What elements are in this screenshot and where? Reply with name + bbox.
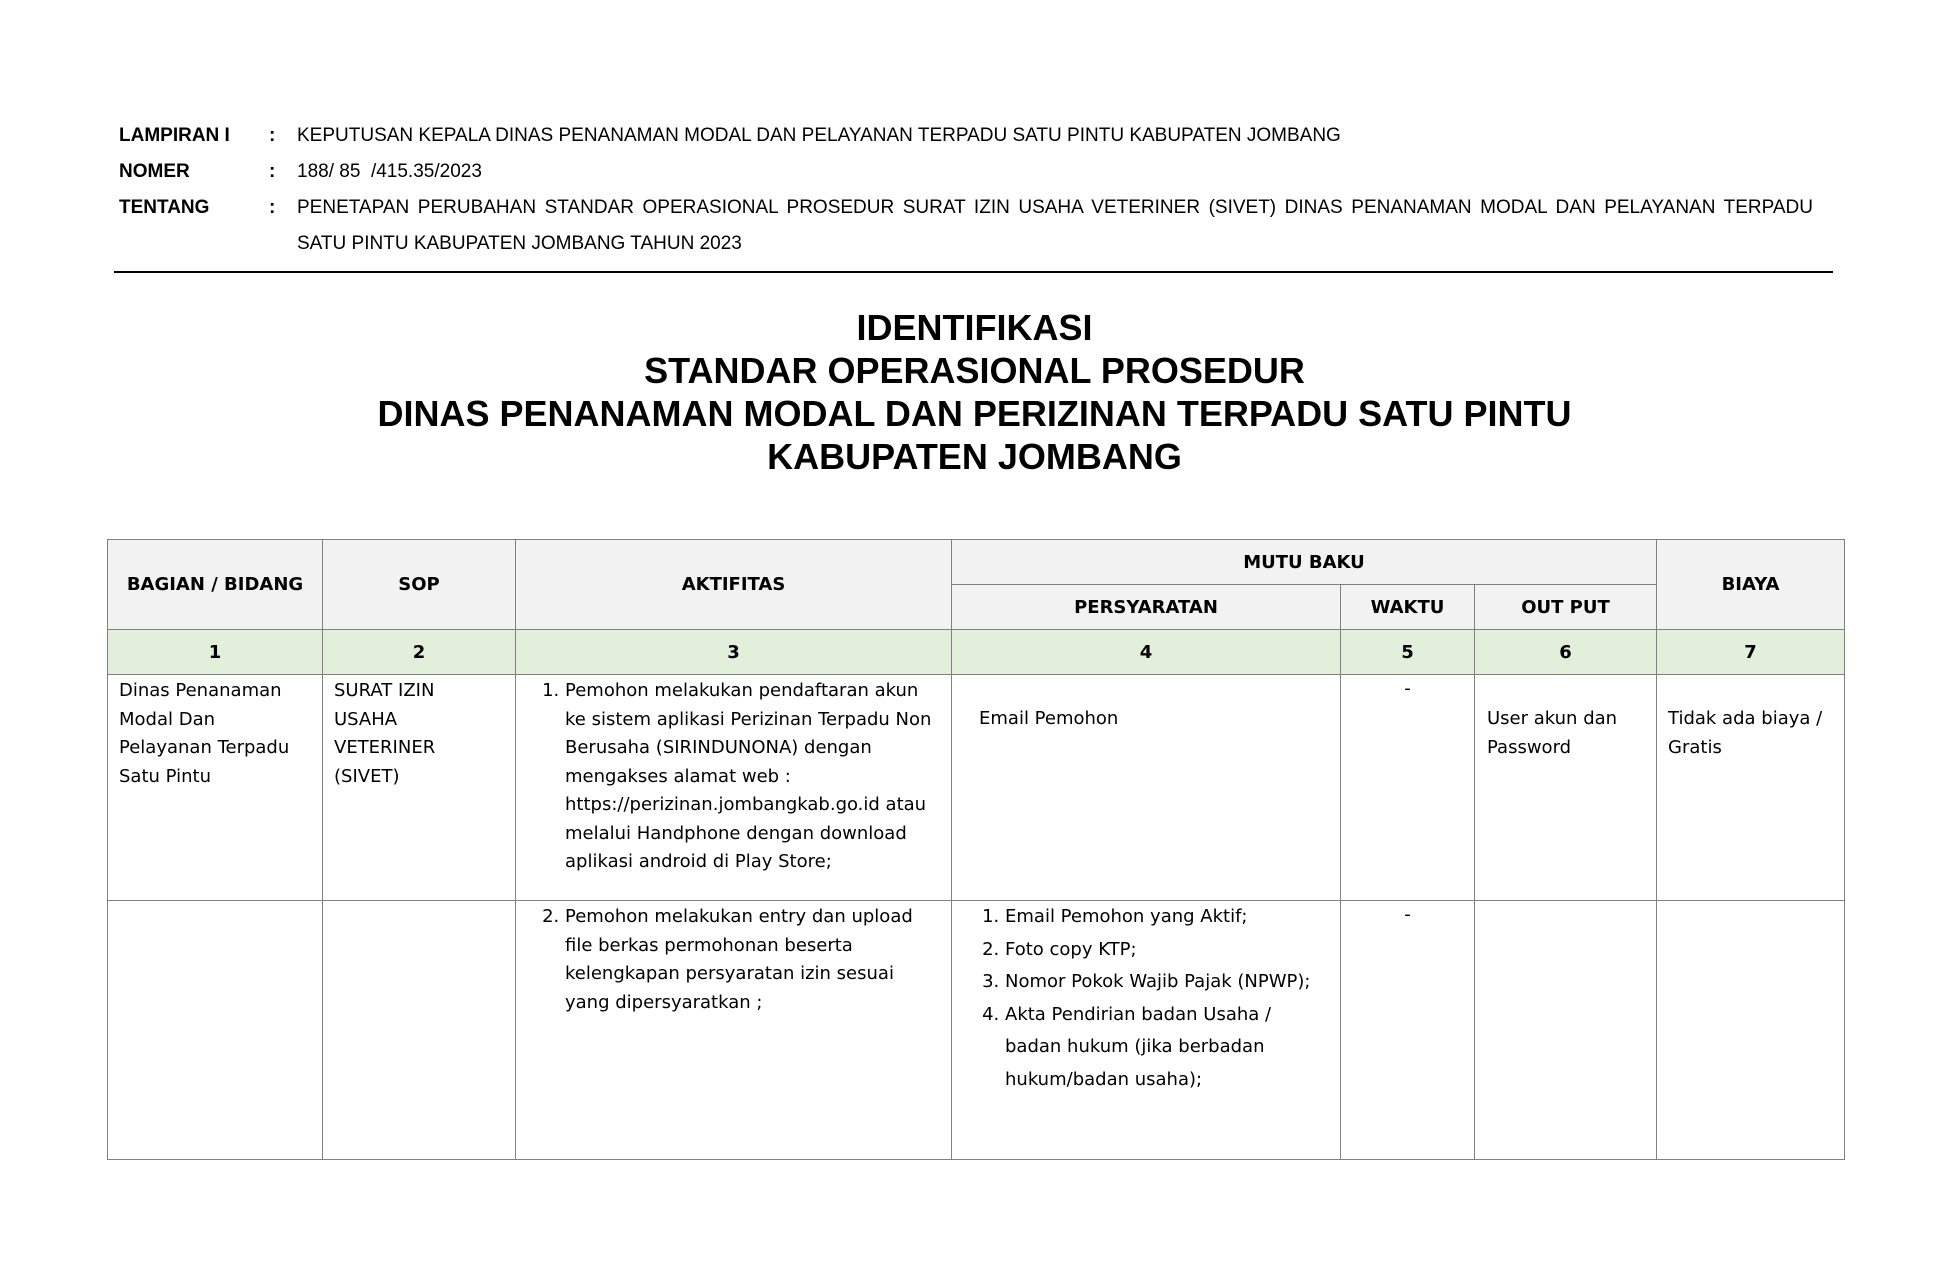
- header-persyaratan: PERSYARATAN: [952, 585, 1341, 630]
- column-number: 7: [1657, 630, 1845, 675]
- cell-biaya: [1657, 901, 1845, 1160]
- header-aktifitas: AKTIFITAS: [516, 540, 952, 630]
- header-waktu: WAKTU: [1341, 585, 1475, 630]
- cell-bagian: [108, 675, 323, 901]
- nomer-label: NOMER: [119, 161, 190, 182]
- tentang-row: [119, 190, 1813, 262]
- lampiran-row: [119, 118, 1813, 154]
- output-text: User akun dan Password: [1487, 708, 1618, 758]
- title-line-1: IDENTIFIKASI: [856, 307, 1093, 348]
- header-mutu-baku: MUTU BAKU: [952, 540, 1657, 585]
- aktifitas-item: 2. Pemohon melakukan entry dan upload file berkas permohonan beserta kelengkapan persyaratan izin sesuai yang dipersyaratkan ;: [565, 903, 943, 1017]
- cell-bagian: [108, 901, 323, 1160]
- persyaratan-item: 1. Email Pemohon yang Aktif;: [1005, 901, 1332, 934]
- table-header-row: [108, 540, 1845, 585]
- waktu-text: -: [1404, 678, 1411, 699]
- persyaratan-item: 3. Nomor Pokok Wajib Pajak (NPWP);: [1005, 966, 1332, 999]
- tentang-label: TENTANG: [119, 197, 210, 218]
- biaya-text: Tidak ada biaya / Gratis: [1668, 708, 1823, 758]
- persyaratan-item: 2. Foto copy KTP;: [1005, 934, 1332, 967]
- title-line-2: STANDAR OPERASIONAL PROSEDUR: [644, 350, 1305, 391]
- column-number: 6: [1475, 630, 1657, 675]
- column-number: 3: [516, 630, 952, 675]
- sop-table: [107, 539, 1845, 1160]
- sop-text: SURAT IZIN USAHA VETERINER (SIVET): [334, 680, 436, 787]
- cell-waktu: [1341, 675, 1475, 901]
- cell-persyaratan: [952, 675, 1341, 901]
- aktifitas-item: 1. Pemohon melakukan pendaftaran akun ke sistem aplikasi Perizinan Terpadu Non Berusaha (SIRINDUNONA) dengan mengakses alamat web : https://perizinan.jombangkab.go.id atau melalui Handphone dengan download aplikasi android di Play Store;: [565, 677, 943, 877]
- column-number-row: [108, 630, 1845, 675]
- column-number: 2: [323, 630, 516, 675]
- header-divider: [114, 271, 1833, 273]
- header-bagian: BAGIAN / BIDANG: [108, 540, 323, 630]
- header-sop: SOP: [323, 540, 516, 630]
- lampiran-value: KEPUTUSAN KEPALA DINAS PENANAMAN MODAL DAN PELAYANAN TERPADU SATU PINTU KABUPATEN JOMBANG: [297, 125, 1341, 146]
- table-row: [108, 675, 1845, 901]
- title-line-3: DINAS PENANAMAN MODAL DAN PERIZINAN TERPADU SATU PINTU: [377, 393, 1572, 434]
- column-number: 5: [1341, 630, 1475, 675]
- header-output: OUT PUT: [1475, 585, 1657, 630]
- document-title: [0, 306, 1949, 478]
- tentang-colon: :: [269, 197, 276, 218]
- cell-aktifitas: [516, 901, 952, 1160]
- column-number: 4: [952, 630, 1341, 675]
- waktu-text: -: [1404, 904, 1411, 925]
- nomer-row: [119, 154, 1813, 190]
- bagian-text: Dinas Penanaman Modal Dan Pelayanan Terpadu Satu Pintu: [119, 680, 290, 787]
- cell-waktu: [1341, 901, 1475, 1160]
- persyaratan-item: 4. Akta Pendirian badan Usaha / badan hukum (jika berbadan hukum/badan usaha);: [1005, 999, 1332, 1097]
- cell-aktifitas: [516, 675, 952, 901]
- cell-biaya: [1657, 675, 1845, 901]
- lampiran-colon: :: [269, 125, 276, 146]
- aktifitas-list: [516, 675, 951, 877]
- persyaratan-list: [952, 901, 1340, 1096]
- cell-output: [1475, 675, 1657, 901]
- nomer-colon: :: [269, 161, 276, 182]
- aktifitas-list: [516, 901, 951, 1017]
- table-row: [108, 901, 1845, 1160]
- cell-output: [1475, 901, 1657, 1160]
- nomer-value: 188/ 85 /415.35/2023: [297, 161, 482, 182]
- title-line-4: KABUPATEN JOMBANG: [767, 436, 1182, 477]
- header-biaya: BIAYA: [1657, 540, 1845, 630]
- document-header: [119, 118, 1813, 262]
- persyaratan-text: Email Pemohon: [979, 708, 1119, 729]
- column-number: 1: [108, 630, 323, 675]
- cell-persyaratan: [952, 901, 1341, 1160]
- lampiran-label: LAMPIRAN I: [119, 125, 230, 146]
- cell-sop: [323, 901, 516, 1160]
- tentang-value: PENETAPAN PERUBAHAN STANDAR OPERASIONAL PROSEDUR SURAT IZIN USAHA VETERINER (SIVET) DINAS PENANAMAN MODAL DAN PELAYANAN TERPADU SATU PINTU KABUPATEN JOMBANG TAHUN 2023: [297, 197, 1813, 254]
- cell-sop: [323, 675, 516, 901]
